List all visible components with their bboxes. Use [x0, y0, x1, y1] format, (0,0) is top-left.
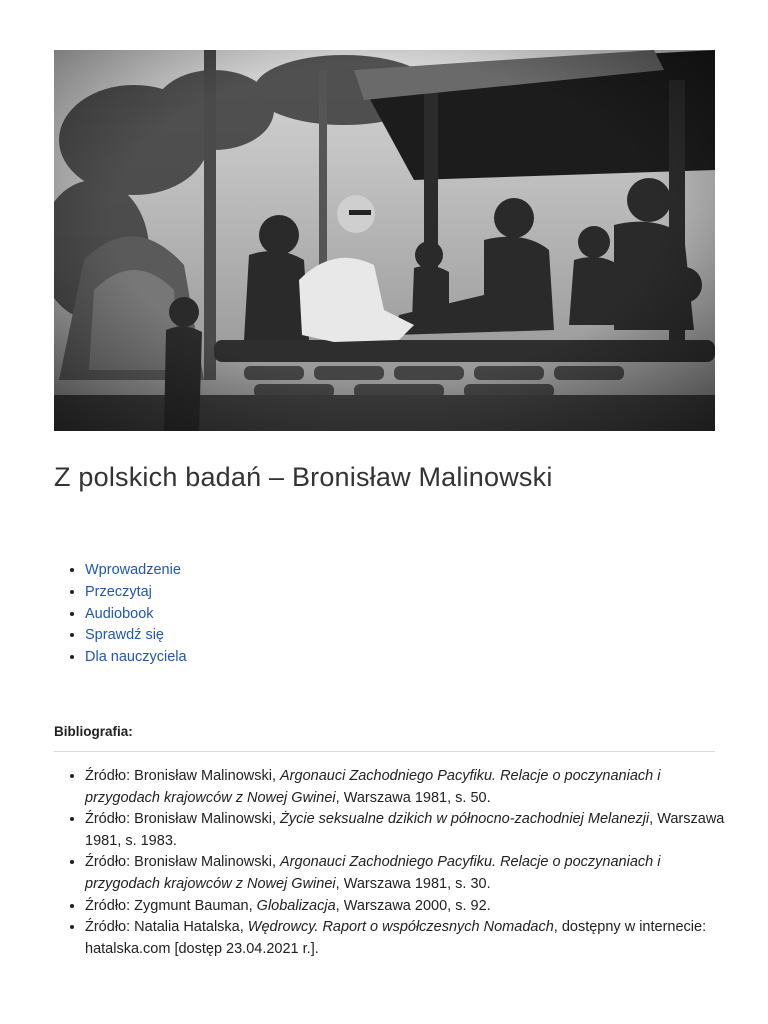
section-nav — [54, 560, 187, 669]
bibliography-entry — [85, 852, 725, 895]
entry-prefix: Źródło: Zygmunt Bauman, — [85, 897, 257, 914]
entry-suffix: , Warszawa 1981, s. 1983. — [85, 811, 725, 849]
page-title: Z polskich badań – Bronisław Malinowski — [54, 462, 553, 492]
section-divider — [54, 751, 715, 752]
nav-item — [85, 582, 187, 604]
nav-item — [85, 604, 187, 626]
nav-link-sprawdz-sie[interactable]: Sprawdź się — [85, 627, 164, 644]
nav-item — [85, 625, 187, 647]
entry-prefix: Źródło: Bronisław Malinowski, — [85, 811, 281, 828]
nav-item — [85, 647, 187, 669]
hero-photo — [54, 50, 715, 431]
bibliography-entry — [85, 917, 725, 960]
nav-link-audiobook[interactable]: Audiobook — [85, 605, 154, 622]
entry-title: Wędrowcy. Raport o współczesnych Nomadach — [247, 919, 554, 936]
bibliography-entry — [85, 809, 725, 852]
nav-link-wprowadzenie[interactable]: Wprowadzenie — [85, 562, 181, 578]
entry-prefix: Źródło: Bronisław Malinowski, — [85, 854, 281, 871]
entry-suffix: , Warszawa 1981, s. 50. — [335, 789, 491, 806]
entry-title: Argonauci Zachodniego Pacyfiku. Relacje o poczynaniach i przygodach krajowców z Nowej Gwinei — [85, 768, 661, 806]
malinowski-photo-illustration — [54, 50, 715, 431]
entry-title: Argonauci Zachodniego Pacyfiku. Relacje o poczynaniach i przygodach krajowców z Nowej Gwinei — [85, 854, 661, 892]
entry-suffix: , dostępny w internecie: hatalska.com [dostęp 23.04.2021 r.]. — [85, 919, 707, 957]
bibliography-list — [54, 766, 725, 960]
nav-link-dla-nauczyciela[interactable]: Dla nauczyciela — [85, 649, 187, 666]
nav-item — [85, 560, 187, 582]
bibliography-entry — [85, 896, 725, 918]
entry-title: Globalizacja — [256, 897, 336, 914]
entry-prefix: Źródło: Natalia Hatalska, — [85, 919, 248, 936]
entry-suffix: , Warszawa 2000, s. 92. — [335, 897, 491, 914]
entry-suffix: , Warszawa 1981, s. 30. — [335, 875, 491, 892]
nav-link-przeczytaj[interactable]: Przeczytaj — [85, 583, 152, 600]
entry-prefix: Źródło: Bronisław Malinowski, — [85, 768, 281, 784]
entry-title: Życie seksualne dzikich w północno-zachodniej Melanezji — [280, 811, 650, 828]
bibliography-heading: Bibliografia: — [54, 724, 133, 739]
bibliography-entry — [85, 766, 725, 809]
